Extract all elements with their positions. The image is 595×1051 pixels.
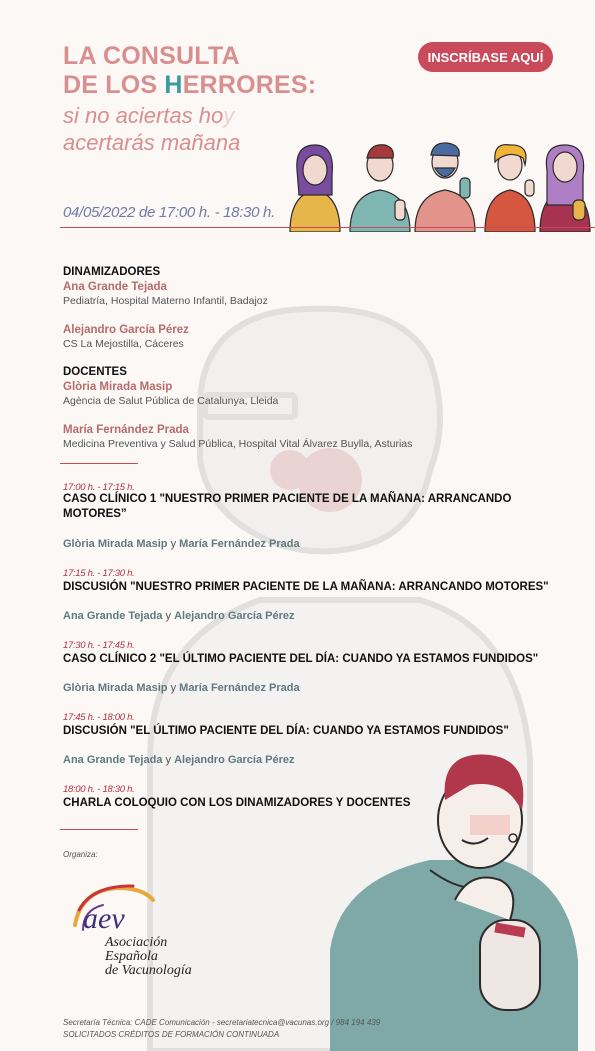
person-affiliation: CS La Mejostilla, Cáceres	[63, 338, 184, 350]
person-name: María Fernández Prada	[63, 423, 189, 436]
speaker-joiner: y	[170, 682, 177, 694]
session-title: CHARLA COLOQUIO CON LOS DINAMIZADORES Y DOCENTES	[63, 797, 411, 809]
speaker-name: Alejandro García Pérez	[174, 610, 295, 622]
organizer-label: Organiza:	[63, 850, 98, 859]
speaker-name: María Fernández Prada	[179, 682, 300, 694]
title-line-2-post: ERRORES:	[182, 71, 317, 99]
speaker-name: Ana Grande Tejada	[63, 754, 163, 766]
session-time: 18:00 h. - 18:30 h.	[63, 784, 135, 795]
title-line-1: LA CONSULTA	[63, 42, 240, 70]
session-speakers	[63, 610, 295, 622]
docentes-section	[63, 365, 412, 452]
subtitle-line-2: acertarás mañana	[63, 130, 241, 155]
title-line-2	[63, 71, 316, 100]
logo-line: Asociación	[105, 935, 168, 950]
aev-logo	[63, 880, 223, 990]
logo-monogram: aev	[83, 902, 125, 935]
footer-contact: Secretaría Técnica: CADE Comunicación - secretariatecnica@vacunas.org / 984 194 439	[63, 1018, 381, 1027]
session-time: 17:45 h. - 18:00 h.	[63, 712, 135, 723]
page-subtitle	[63, 102, 240, 156]
speaker-joiner: y	[170, 538, 177, 550]
person-affiliation: Pediatría, Hospital Materno Infantil, Badajoz	[63, 295, 268, 307]
speaker-name: Alejandro García Pérez	[174, 754, 295, 766]
section-divider	[60, 829, 138, 830]
session-title: CASO CLÍNICO 2 "EL ÚLTIMO PACIENTE DEL DÍA: CUANDO YA ESTAMOS FUNDIDOS"	[63, 653, 539, 665]
section-divider	[60, 463, 138, 464]
session-time: 17:00 h. - 17:15 h.	[63, 482, 135, 493]
person-name: Ana Grande Tejada	[63, 280, 167, 293]
logo-line: Española	[105, 949, 158, 964]
section-heading: DINAMIZADORES	[63, 266, 161, 278]
footer-credits: SOLICITADOS CRÉDITOS DE FORMACIÓN CONTINUADA	[63, 1030, 280, 1039]
speaker-name: Glòria Mirada Masip	[63, 682, 168, 694]
section-heading: DOCENTES	[63, 366, 127, 378]
subtitle-line-1	[63, 102, 240, 129]
event-date: 04/05/2022 de 17:00 h. - 18:30 h.	[63, 204, 275, 221]
session-title: CASO CLÍNICO 1 "NUESTRO PRIMER PACIENTE DE LA MAÑANA: ARRANCANDO MOTORES”	[63, 493, 512, 520]
speaker-joiner: y	[165, 610, 171, 622]
subtitle-line-1-fade: y	[223, 103, 235, 128]
person-name: Alejandro García Pérez	[63, 323, 189, 336]
session-time: 17:15 h. - 17:30 h.	[63, 568, 135, 579]
person-affiliation: Medicina Preventiva y Salud Pública, Hospital Vital Álvarez Buylla, Asturias	[63, 438, 413, 450]
subtitle-line-1-text: si no aciertas ho	[63, 103, 224, 128]
person-affiliation: Agència de Salut Pública de Catalunya, Lleida	[63, 395, 279, 407]
session-title: DISCUSIÓN "NUESTRO PRIMER PACIENTE DE LA MAÑANA: ARRANCANDO MOTORES"	[63, 581, 549, 593]
person-name: Glòria Mirada Masip	[63, 380, 173, 393]
title-highlight: H	[164, 71, 183, 99]
logo-wordmark	[105, 936, 192, 978]
session-speakers	[63, 538, 300, 550]
people-illustration	[285, 140, 595, 232]
register-button[interactable]: INSCRÍBASE AQUÍ	[418, 42, 553, 72]
session-title: DISCUSIÓN "EL ÚLTIMO PACIENTE DEL DÍA: CUANDO YA ESTAMOS FUNDIDOS"	[63, 725, 509, 737]
speaker-name: Glòria Mirada Masip	[63, 538, 168, 550]
speaker-name: María Fernández Prada	[179, 538, 300, 550]
dinamizadores-section	[63, 265, 268, 352]
title-line-2-pre: DE LOS	[63, 71, 165, 99]
session-time: 17:30 h. - 17:45 h.	[63, 640, 135, 651]
header-divider	[60, 227, 595, 228]
logo-line: de Vacunología	[105, 963, 192, 978]
page-title	[63, 42, 316, 100]
speaker-name: Ana Grande Tejada	[63, 610, 163, 622]
speaker-joiner: y	[165, 754, 171, 766]
session-speakers	[63, 682, 300, 694]
session-speakers	[63, 754, 295, 766]
